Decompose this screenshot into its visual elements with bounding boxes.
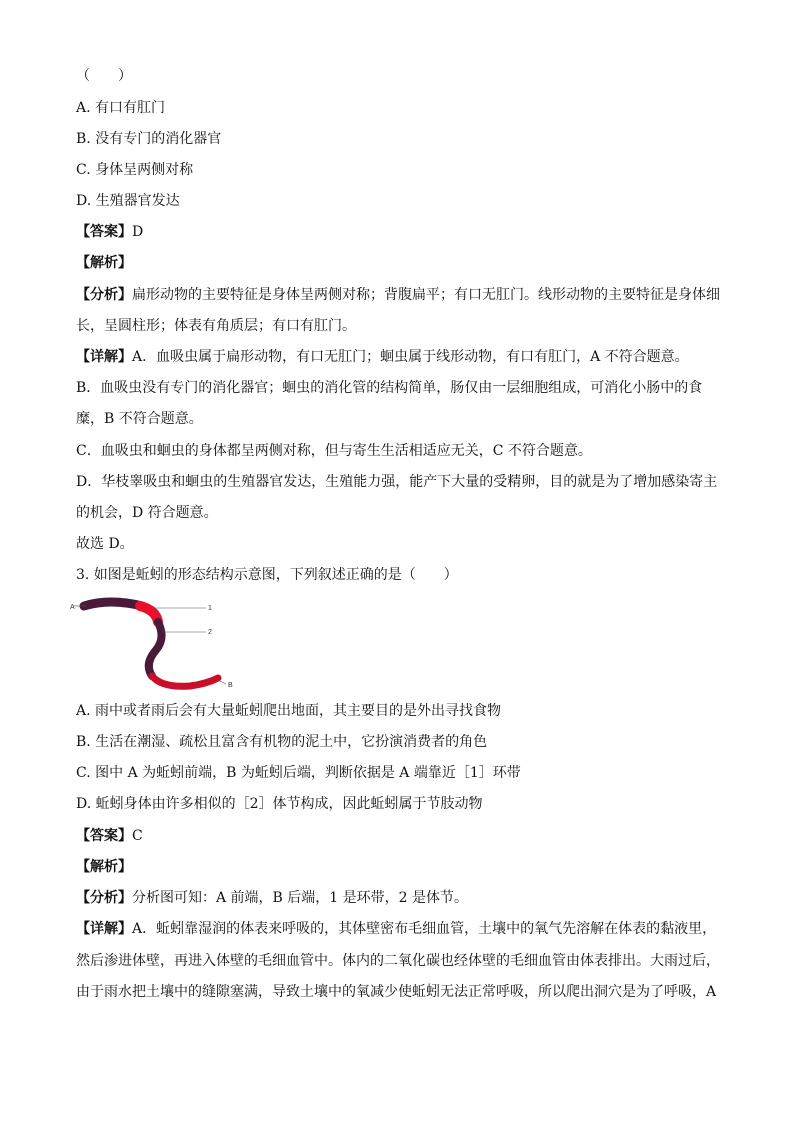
q3-analysis-tag: 【解析】 — [76, 859, 132, 875]
q3-fenxi — [76, 888, 716, 908]
q3-option-a: A. 雨中或者雨后会有大量蚯蚓爬出地面，其主要目的是外出寻找食物 — [76, 703, 502, 719]
q3-option-d: D. 蚯蚓身体由许多相似的［2］体节构成，因此蚯蚓属于节肢动物 — [76, 796, 483, 812]
q2-fenxi-line1 — [76, 285, 720, 305]
answer-tag: 【答案】 — [76, 224, 132, 240]
q3-xiangjie-line2: 然后渗进体壁，再进入体壁的毛细血管中。体内的二氧化碳也经体壁的毛细血管由体表排出。大雨过后， — [76, 953, 720, 969]
earthworm-diagram — [70, 596, 240, 692]
fenxi-text: 分析图可知：A 前端，B 后端，1 是环带，2 是体节。 — [132, 890, 469, 906]
q2-d-line2: 的机会，D 符合题意。 — [76, 505, 218, 521]
label-2: 2 — [208, 629, 212, 636]
q3-answer — [76, 826, 716, 846]
q3-option-c: C. 图中 A 为蚯蚓前端，B 为蚯蚓后端，判断依据是 A 端靠近［1］环带 — [76, 765, 521, 781]
q2-option-d: D. 生殖器官发达 — [76, 193, 180, 209]
fenxi-tag: 【分析】 — [76, 287, 132, 303]
q2-stem-end: （ ） — [76, 68, 132, 84]
xiangjie-text: A．蚯蚓靠湿润的体表来呼吸的，其体壁密布毛细血管，土壤中的氧气先溶解在体表的黏液里， — [132, 921, 717, 937]
q3-option-b: B. 生活在潮湿、疏松且富含有机物的泥土中，它扮演消费者的角色 — [76, 734, 488, 750]
q2-option-a: A. 有口有肛门 — [76, 100, 166, 116]
q2-xiangjie-a — [76, 347, 716, 367]
label-a: A — [70, 604, 75, 611]
label-b: B — [228, 682, 233, 689]
earthworm-figure — [70, 596, 240, 692]
q2-b-line2: 糜，B 不符合题意。 — [76, 411, 203, 427]
q2-answer — [76, 222, 716, 242]
q3-xiangjie-line1 — [76, 919, 716, 939]
q2-analysis-tag: 【解析】 — [76, 255, 132, 271]
q2-c-line: C．血吸虫和蛔虫的身体都呈两侧对称，但与寄生生活相适应无关，C 不符合题意。 — [76, 443, 592, 459]
earthworm-front-body — [84, 602, 142, 606]
earthworm-rear-body — [152, 676, 218, 686]
answer-tag: 【答案】 — [76, 828, 132, 844]
xiangjie-tag: 【详解】 — [76, 921, 132, 937]
fenxi-tag: 【分析】 — [76, 890, 132, 906]
answer-value: C — [132, 828, 143, 844]
xiangjie-text: A．血吸虫属于扁形动物，有口无肛门；蛔虫属于线形动物，有口有肛门，A 不符合题意。 — [132, 349, 689, 365]
q2-option-c: C. 身体呈两侧对称 — [76, 162, 194, 178]
xiangjie-tag: 【详解】 — [76, 349, 132, 365]
q2-fenxi-line2: 长，呈圆柱形；体表有角质层；有口有肛门。 — [76, 318, 356, 334]
q2-d-line1: D．华枝睾吸虫和蛔虫的生殖器官发达，生殖能力强，能产下大量的受精卵，目的就是为了增加感染寄主 — [76, 474, 718, 490]
q2-conclusion: 故选 D。 — [76, 536, 134, 552]
answer-value: D — [132, 224, 144, 240]
fenxi-text: 扁形动物的主要特征是身体呈两侧对称；背腹扁平；有口无肛门。线形动物的主要特征是身体细 — [132, 287, 720, 303]
q2-option-b: B. 没有专门的消化器官 — [76, 131, 222, 147]
leader-line-b — [218, 680, 226, 684]
q2-b-line1: B．血吸虫没有专门的消化器官；蛔虫的消化管的结构简单，肠仅由一层细胞组成，可消化小肠中的食 — [76, 380, 703, 396]
label-1: 1 — [208, 605, 212, 612]
q3-stem: 3. 如图是蚯蚓的形态结构示意图，下列叙述正确的是（ ） — [76, 567, 458, 583]
q3-xiangjie-line3: 由于雨水把土壤中的缝隙塞满，导致土壤中的氧减少使蚯蚓无法正常呼吸，所以爬出洞穴是为了呼吸，A — [76, 984, 717, 1000]
earthworm-mid-body — [149, 622, 162, 676]
